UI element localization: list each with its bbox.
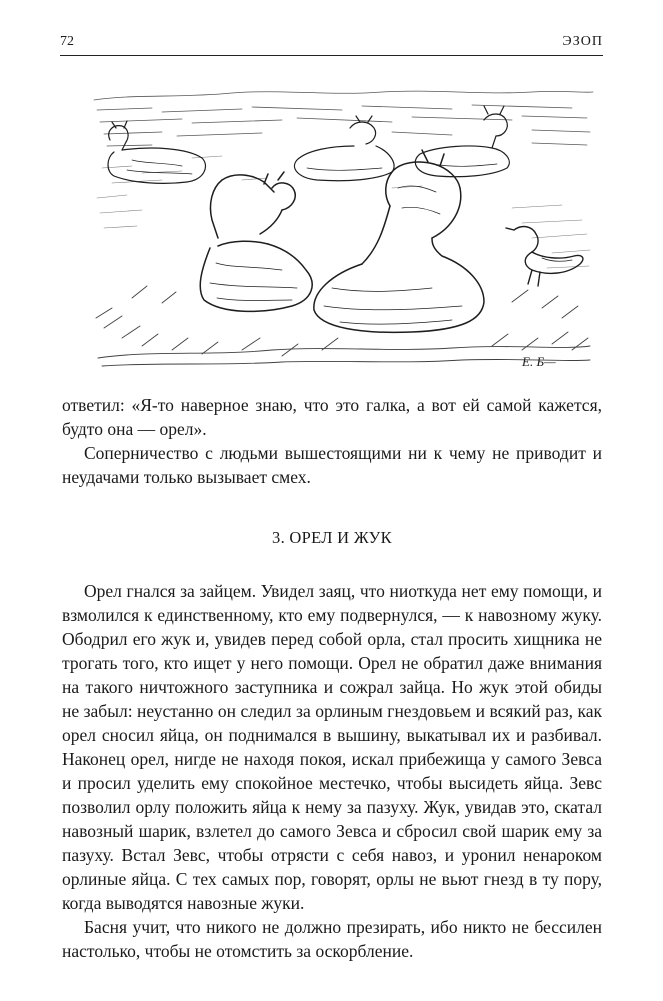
header-rule xyxy=(60,55,603,56)
illustration xyxy=(92,88,595,373)
text-block xyxy=(62,393,602,963)
sheep-flock-and-jackdaw-engraving-icon xyxy=(92,88,595,373)
artist-signature: Е. Б— xyxy=(522,354,556,369)
continuation-paragraph: ответил: «Я-то наверное знаю, что это галка, а вот ей самой кажется, будто она — орел». xyxy=(62,395,602,439)
previous-fable-moral: Соперничество с людьми вышестоящими ни к чему не приводит и неудачами только вызывает смех. xyxy=(62,443,602,487)
running-head xyxy=(60,34,603,56)
fable-title: 3. ОРЕЛ И ЖУК xyxy=(272,528,392,547)
fable-moral: Басня учит, что никого не должно презирать, ибо никто не бессилен настолько, чтобы не отомстить за оскорбление. xyxy=(62,917,602,961)
page-number: 72 xyxy=(60,34,74,49)
fable-text: Орел гнался за зайцем. Увидел заяц, что ниоткуда нет ему помощи, и взмолился к единственному, кто ему подвернулся, — к навозному жуку. Ободрил его жук и, увидев перед собой орла, стал просить хищника не трогать того, кто ищет у него помощи. Орел не обратил даже внимания на такого ничтожного заступника и сожрал зайца. Но жук этой обиды не забыл: неустанно он следил за орлиным гнездовьем и всякий раз, как орел сносил яйца, он поднимался в вышину, выкатывал их и разбивал. Наконец орел, нигде не находя покоя, искал прибежища у самого Зевса и просил уделить ему спокойное местечко, чтобы высидеть яйца. Зевс позволил орлу положить яйца к нему за пазуху. Жук, увидав это, скатал навозный шарик, взлетел до самого Зевса и сбросил свой шарик ему за пазуху. Встал Зевс, чтобы отрясти с себя навоз, и уронил ненароком орлиные яйца. С тех самых пор, говорят, орлы не вьют гнезд в ту пору, когда выводятся навозные жуки. xyxy=(62,581,602,913)
book-author: ЭЗОП xyxy=(562,34,603,49)
